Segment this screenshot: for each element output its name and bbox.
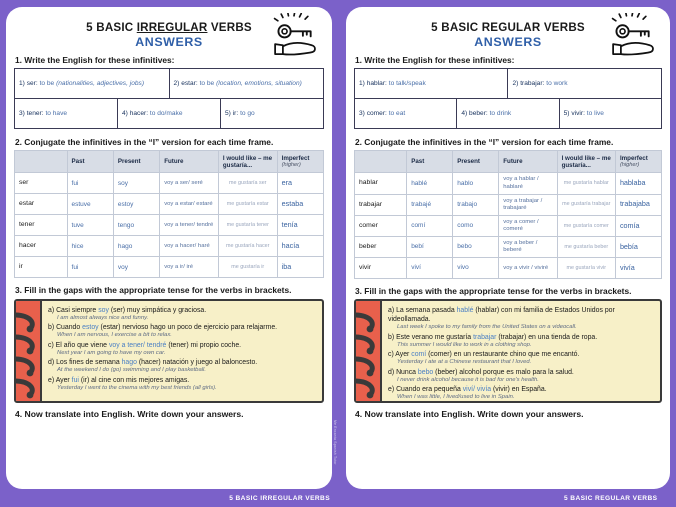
instruction-2-regular: 2. Conjugate the infinitives in the “I” version for each time frame. (355, 137, 614, 148)
item-label: e) (388, 386, 395, 394)
col-header-imperfect-sub: (higher) (281, 162, 301, 169)
title-pre: 5 BASIC (86, 21, 137, 34)
cell-imperfect: iba (277, 257, 323, 278)
infinitive-cell-3 (355, 99, 457, 129)
infinitive-cell-1 (15, 69, 170, 99)
cell-future: voy a comer / comeré (499, 215, 557, 236)
cell-future: voy a trabajar / trabajaré (499, 194, 557, 215)
item-after: (trabajar) en una tienda de ropa. (496, 333, 598, 341)
instruction-1-regular: 1. Write the English for these infinitives: (355, 55, 515, 66)
gapfill-notebook-irregular (14, 299, 324, 403)
infinitive-cell-1 (355, 69, 508, 99)
key-in-hand-icon (604, 13, 660, 63)
cell-present: bebo (453, 236, 499, 257)
instruction-1-irregular: 1. Write the English for these infinitives: (15, 55, 175, 66)
col-header-gustaria: I would like – me gustaría... (557, 151, 615, 173)
item-answer: hago (121, 359, 137, 367)
col-header-gustaria: I would like – me gustaría... (218, 151, 277, 173)
cell-present: hablo (453, 173, 499, 194)
item-label: e) (48, 376, 55, 384)
item-after: (comer) en un restaurante chino que me encantó. (426, 351, 580, 359)
table-row (355, 215, 662, 236)
item-after: (estar) nervioso hago un poco de ejercicio para relajarme. (98, 324, 278, 332)
cell-imperfect: hablaba (615, 173, 661, 194)
cell-past: bebí (407, 236, 453, 257)
title-pre: 5 BASIC REGULAR VERBS (431, 21, 585, 34)
table-row (355, 194, 662, 215)
cell-past: tuve (67, 215, 113, 236)
cell-imperfect: comía (615, 215, 661, 236)
header-irregular (14, 15, 324, 49)
item-before: Cuando era pequeña (396, 386, 463, 394)
item-english: This summer I would like to work in a clothing shop. (397, 341, 532, 348)
item-answer: soy (98, 306, 109, 314)
cell-gustaria: me gustaría comer (557, 215, 615, 236)
title-post: VERBS (207, 21, 252, 34)
col-header-imperfect: Imperfect (higher) (277, 151, 323, 173)
key-in-hand-icon (266, 13, 322, 63)
item-before: La semana pasada (396, 307, 457, 315)
col-header-verb (355, 151, 407, 173)
cell-number: 2) (512, 79, 519, 87)
gapfill-item (48, 341, 316, 357)
cell-imperfect: tenía (277, 215, 323, 236)
answers-label-regular: ANSWERS (474, 35, 542, 50)
infinitive-cell-2 (508, 69, 662, 99)
col-header-future: Future (160, 151, 219, 173)
cell-verb: hacer: (129, 109, 149, 117)
table-header-row (355, 151, 662, 173)
item-english: I never drink alcohol because it is bad for one's health. (397, 376, 539, 383)
item-before: Nunca (396, 368, 418, 376)
item-before: Este verano me gustaría (396, 333, 474, 341)
footer-band-regular (338, 489, 676, 507)
table-row (15, 236, 324, 257)
cell-past: trabajé (407, 194, 453, 215)
cell-past: estuve (67, 194, 113, 215)
infinitive-cell-2 (169, 69, 324, 99)
gapfill-item (48, 376, 316, 392)
cell-verb: estar: (181, 79, 198, 87)
row-verb: vivir (355, 258, 407, 279)
item-after: (beber) alcohol porque es malo para la salud. (433, 368, 574, 376)
table-header-row (15, 151, 324, 173)
cell-gustaria: me gustaría estar (218, 194, 277, 215)
item-after: (hablar) con mi familia de Estados Unidos por videollamada. (388, 307, 615, 324)
item-after: (hacer) natación y juego al baloncesto. (136, 359, 258, 367)
table-row (15, 215, 324, 236)
table-row (355, 236, 662, 257)
cell-answer: to drink (489, 109, 512, 117)
cell-past: viví (407, 258, 453, 279)
item-before: El año que viene (55, 341, 109, 349)
conjugation-body-regular (355, 173, 662, 279)
item-english: Next year I am going to have my own car. (57, 349, 166, 356)
cell-number: 2) (173, 79, 180, 87)
gapfill-items-irregular (42, 301, 322, 401)
gapfill-item (388, 368, 654, 384)
item-english: Yesterday I ate at a Chinese restaurant that I loved. (397, 359, 532, 366)
cell-past: hice (67, 236, 113, 257)
cell-verb: hablar: (366, 79, 387, 87)
row-verb: beber (355, 236, 407, 257)
table-row (355, 69, 662, 99)
cell-past: fui (67, 173, 113, 194)
notebook-spine (356, 301, 382, 401)
gapfill-item (388, 385, 654, 401)
table-row (15, 99, 324, 129)
item-english: I am almost always nice and funny. (57, 314, 149, 321)
cell-number: 5) (225, 109, 231, 117)
item-after: (ir) al cine con mis mejores amigas. (78, 376, 190, 384)
item-before: Ayer (55, 376, 72, 384)
cell-answer: to be (39, 79, 57, 87)
item-after: (ser) muy simpática y graciosa. (108, 306, 207, 314)
cell-number: 4) (122, 109, 128, 117)
conjugation-table-regular (354, 150, 662, 279)
table-row (15, 69, 324, 99)
cell-gustaria: me gustaría vivir (557, 258, 615, 279)
worksheet-panel-regular (338, 0, 676, 507)
cell-past: hablé (407, 173, 453, 194)
cell-past: fui (67, 257, 113, 278)
cell-past: comí (407, 215, 453, 236)
cell-imperfect: era (277, 173, 323, 194)
infinitives-table-regular (354, 68, 662, 129)
cell-gustaria: me gustaría trabajar (557, 194, 615, 215)
cell-gustaria: me gustaría ser (218, 173, 277, 194)
cell-gustaria: me gustaría hacer (218, 236, 277, 257)
title-underlined: IRREGULAR (136, 21, 208, 34)
item-label: d) (48, 359, 55, 367)
table-row (355, 173, 662, 194)
cell-present: voy (113, 257, 159, 278)
infinitive-cell-4 (118, 99, 221, 129)
item-answer: viví/ vivía (462, 386, 492, 394)
cell-verb: trabajar: (520, 79, 545, 87)
infinitive-cell-5 (559, 99, 661, 129)
col-header-future: Future (499, 151, 557, 173)
gapfill-items-regular (382, 301, 660, 401)
item-answer: hablé (456, 307, 474, 315)
col-header-past: Past (67, 151, 113, 173)
item-after: (tener) mi propio coche. (166, 341, 242, 349)
side-credit-irregular: Me Encanta Spanish Tutor (333, 420, 337, 465)
gapfill-item (388, 333, 654, 349)
row-verb: trabajar (355, 194, 407, 215)
infinitive-cell-5 (221, 99, 324, 129)
row-verb: tener (15, 215, 68, 236)
cell-present: como (453, 215, 499, 236)
cell-verb: ser: (26, 79, 38, 87)
item-answer: bebo (417, 368, 434, 376)
cell-number: 1) (359, 79, 365, 87)
cell-note: (nationalities, adjectives, jobs) (56, 79, 145, 87)
header-regular (354, 15, 662, 49)
spiral-binding-icon (14, 305, 46, 403)
item-answer: fui (71, 376, 79, 384)
item-english: Yesterday I went to the cinema with my best friends (all girls). (57, 384, 217, 391)
cell-verb: tener: (26, 109, 44, 117)
cell-imperfect: estaba (277, 194, 323, 215)
cell-verb: beber: (469, 109, 488, 117)
item-after: (vivir) en España. (491, 386, 547, 394)
instruction-4-regular: 4. Now translate into English. Write down your answers. (355, 409, 584, 420)
instruction-4-irregular: 4. Now translate into English. Write down your answers. (15, 408, 244, 419)
cell-number: 4) (461, 109, 468, 117)
item-english: Last week I spoke to my family from the United States on a videocall. (397, 324, 577, 331)
instruction-2-irregular: 2. Conjugate the infinitives in the “I” version for each time frame. (15, 137, 274, 148)
item-before: Cuando (56, 324, 83, 332)
item-english: When I was little, I lived/used to live in Spain. (397, 394, 515, 401)
cell-present: hago (113, 236, 159, 257)
cell-future: voy a ser/ seré (160, 173, 219, 194)
cell-answer: to be (199, 79, 217, 87)
col-header-verb (15, 151, 68, 173)
table-row (355, 99, 662, 129)
col-header-imperfect: Imperfect (higher) (615, 151, 661, 173)
item-label: b) (388, 333, 395, 341)
item-english: At the weekend I do (go) swimming and I play basketball. (57, 367, 206, 374)
row-verb: hablar (355, 173, 407, 194)
gapfill-notebook-regular (354, 299, 662, 403)
cell-number: 5) (563, 109, 570, 117)
row-verb: comer (355, 215, 407, 236)
cell-future: voy a tener/ tendré (160, 215, 219, 236)
spiral-binding-icon (354, 305, 386, 403)
cell-future: voy a ir/ iré (160, 257, 219, 278)
cell-present: tengo (113, 215, 159, 236)
cell-verb: ir: (232, 109, 239, 117)
worksheet-card-irregular (6, 7, 332, 489)
item-before: Ayer (395, 351, 412, 359)
item-label: d) (388, 368, 395, 376)
cell-number: 3) (359, 109, 365, 117)
col-header-imperfect-sub: (higher) (619, 162, 640, 169)
cell-future: voy a hablar / hablaré (499, 173, 557, 194)
cell-answer: to talk/speak (388, 79, 426, 87)
infinitive-cell-4 (457, 99, 559, 129)
item-label: b) (48, 324, 55, 332)
item-before: Los fines de semana (56, 359, 122, 367)
worksheet-card-regular (346, 7, 670, 489)
cell-verb: comer: (366, 109, 387, 117)
gapfill-item (388, 306, 654, 332)
item-before: Casi siempre (56, 306, 99, 314)
cell-future: voy a hacer/ haré (160, 236, 219, 257)
item-label: a) (48, 306, 55, 314)
table-row (15, 173, 324, 194)
cell-gustaria: me gustaría ir (218, 257, 277, 278)
item-english: When I am nervous, I exercise a bit to relax. (57, 332, 172, 339)
item-answer: trabajar (473, 333, 497, 341)
table-row (15, 194, 324, 215)
cell-future: voy a vivir / viviré (499, 258, 557, 279)
table-row (15, 257, 324, 278)
item-answer: voy a tener/ tendré (108, 341, 167, 349)
cell-imperfect: trabajaba (615, 194, 661, 215)
item-label: c) (388, 351, 394, 359)
item-label: c) (48, 341, 54, 349)
gapfill-item (48, 358, 316, 374)
footer-label: 5 BASIC REGULAR VERBS (564, 494, 658, 502)
cell-imperfect: vivía (615, 258, 661, 279)
cell-answer: to eat (388, 109, 406, 117)
row-verb: hacer (15, 236, 68, 257)
cell-imperfect: hacía (277, 236, 323, 257)
cell-present: soy (113, 173, 159, 194)
cell-answer: to work (546, 79, 568, 87)
instruction-3-regular: 3. Fill in the gaps with the appropriate tense for the verbs in brackets. (355, 286, 632, 297)
cell-present: estoy (113, 194, 159, 215)
item-answer: estoy (82, 324, 99, 332)
cell-number: 1) (19, 79, 25, 87)
cell-answer: to do/make (149, 109, 183, 117)
col-header-present: Present (453, 151, 499, 173)
instruction-3-irregular: 3. Fill in the gaps with the appropriate tense for the verbs in brackets. (15, 285, 292, 296)
gapfill-item (388, 350, 654, 366)
conjugation-body-irregular (15, 173, 324, 278)
conjugation-table-irregular (14, 150, 324, 278)
cell-answer: to live (586, 109, 604, 117)
notebook-spine (16, 301, 42, 401)
cell-present: vivo (453, 258, 499, 279)
table-row (355, 258, 662, 279)
item-label: a) (388, 307, 395, 315)
cell-gustaria: me gustaría hablar (557, 173, 615, 194)
item-answer: comí (411, 351, 427, 359)
footer-band-irregular (0, 489, 338, 507)
col-header-past: Past (407, 151, 453, 173)
cell-answer: to go (240, 109, 255, 117)
cell-verb: vivir: (571, 109, 585, 117)
row-verb: ir (15, 257, 68, 278)
infinitive-cell-3 (15, 99, 118, 129)
cell-answer: to have (45, 109, 68, 117)
row-verb: ser (15, 173, 68, 194)
cell-number: 3) (19, 109, 25, 117)
row-verb: estar (15, 194, 68, 215)
gapfill-item (48, 323, 316, 339)
cell-imperfect: bebía (615, 236, 661, 257)
cell-note: (location, emotions, situation) (216, 79, 302, 87)
cell-gustaria: me gustaría beber (557, 236, 615, 257)
col-header-present: Present (113, 151, 159, 173)
infinitives-table-irregular (14, 68, 324, 129)
cell-present: trabajo (453, 194, 499, 215)
cell-gustaria: me gustaría tener (218, 215, 277, 236)
gapfill-item (48, 306, 316, 322)
footer-label: 5 BASIC IRREGULAR VERBS (229, 494, 330, 502)
answers-label-irregular: ANSWERS (135, 35, 203, 50)
cell-future: voy a beber / beberé (499, 236, 557, 257)
cell-future: voy a estar/ estaré (160, 194, 219, 215)
